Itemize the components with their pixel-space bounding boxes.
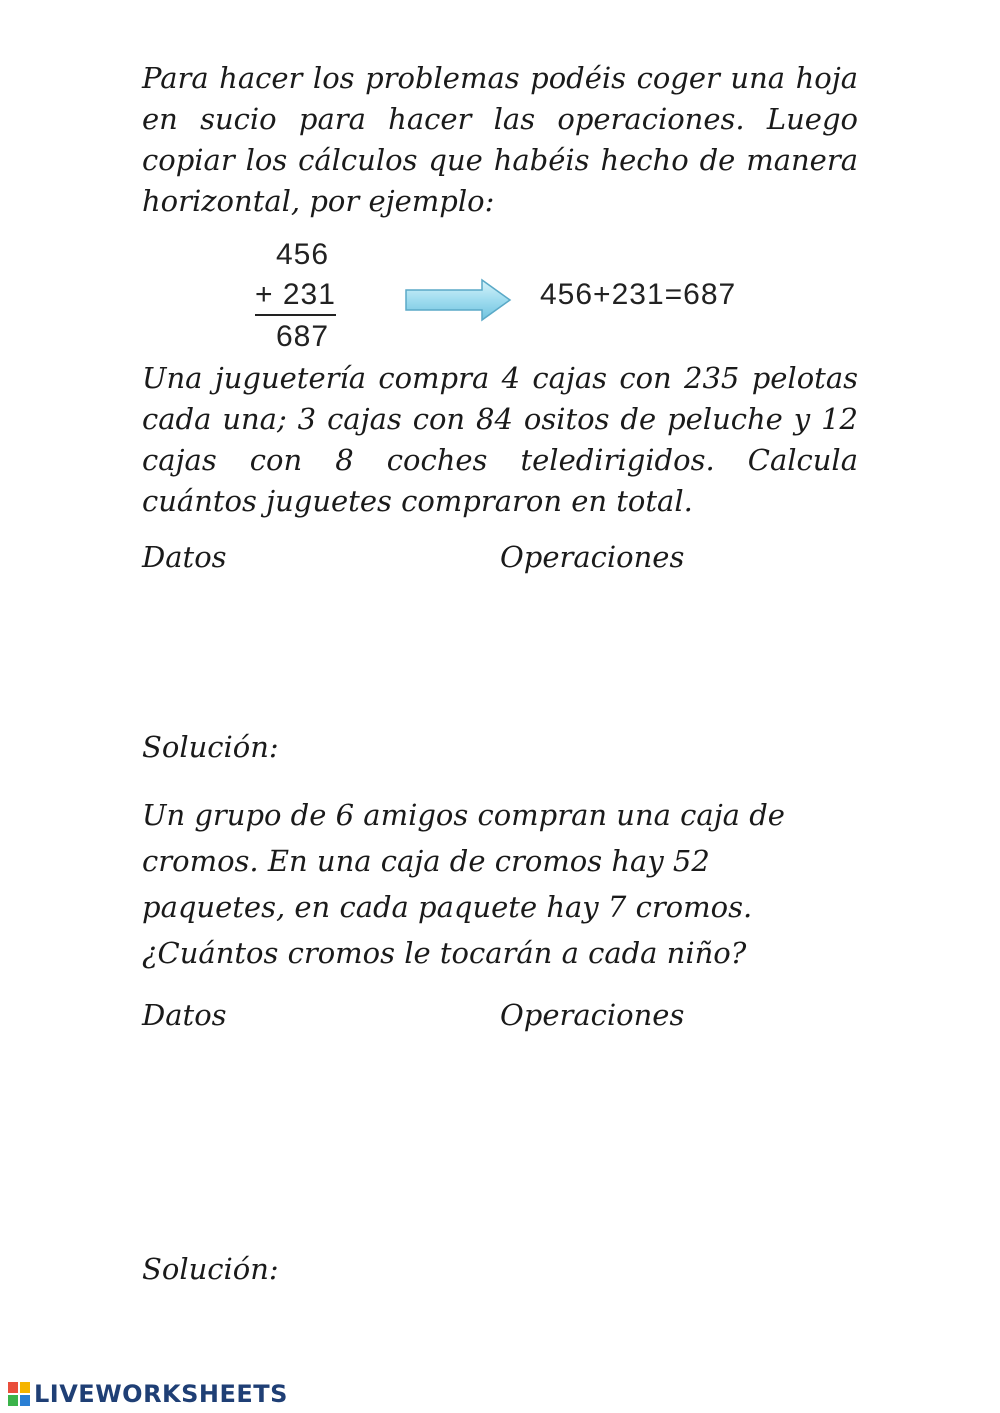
problem-1-operations-label: Operaciones xyxy=(500,540,685,574)
problem-2-text: Un grupo de 6 amigos compran una caja de cromos. En una caja de cromos hay 52 paquetes, en cada paquete hay 7 cromos. ¿Cuántos cromos le tocarán a cada niño? xyxy=(142,798,785,970)
problem-2-data-label: Datos xyxy=(142,998,227,1032)
problem-2-operations-label: Operaciones xyxy=(500,998,685,1032)
problem-2-solution-label: Solución: xyxy=(142,1252,279,1286)
problem-1-data-label: Datos xyxy=(142,540,227,574)
problem-1-text: Una juguetería compra 4 cajas con 235 pelotas cada una; 3 cajas con 84 ositos de peluche y 12 cajas con 8 coches teledirigidos. Calcula cuántos juguetes compraron en total. xyxy=(142,361,858,518)
brand-name[interactable]: LIVEWORKSHEETS xyxy=(34,1380,288,1408)
example-addend-1: 456 xyxy=(276,238,330,271)
footer xyxy=(8,1380,288,1408)
liveworksheets-logo-icon xyxy=(8,1382,30,1406)
right-arrow-icon xyxy=(404,278,512,322)
example-horizontal: 456+231=687 xyxy=(540,278,737,311)
problem-1-solution-label: Solución: xyxy=(142,730,279,764)
example-addend-2: + 231 xyxy=(255,278,336,316)
example-result: 687 xyxy=(276,320,330,353)
intro-paragraph: Para hacer los problemas podéis coger una hoja en sucio para hacer las operaciones. Luego copiar los cálculos que habéis hecho de manera horizontal, por ejemplo: xyxy=(142,61,858,218)
